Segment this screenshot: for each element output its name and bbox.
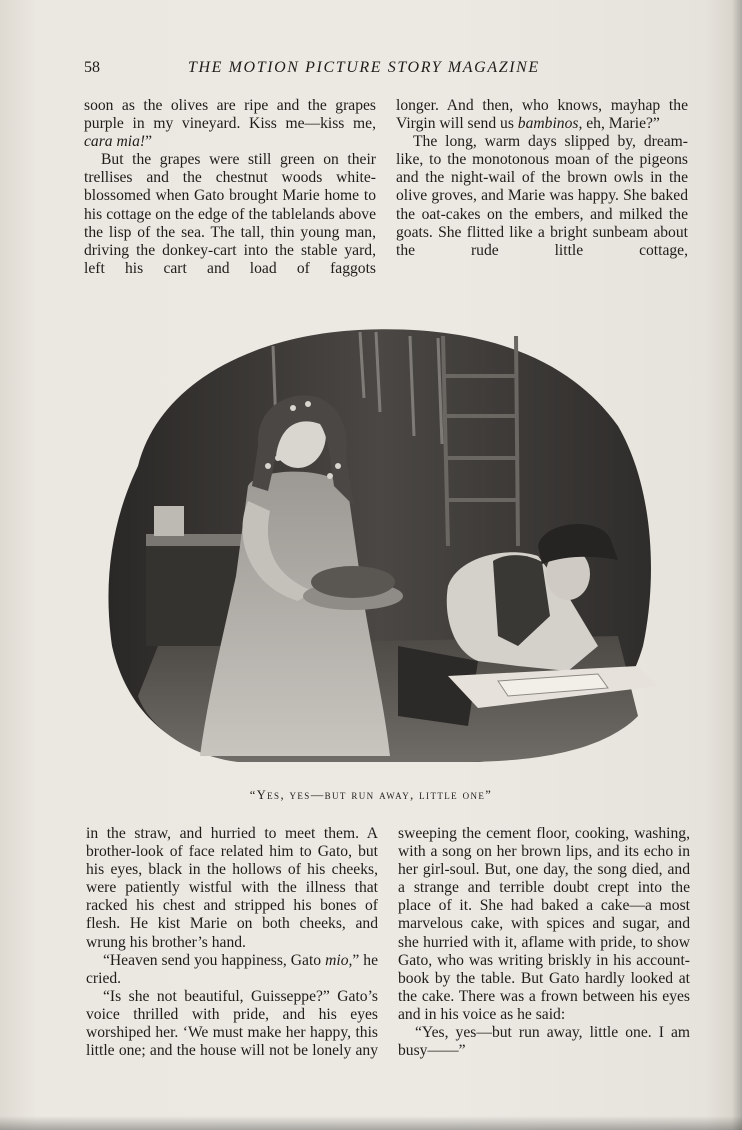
column-top-right bbox=[396, 97, 688, 260]
paragraph: sweeping the cement floor, cooking, washing, with a song on her brown lips, and its echo in her girl-soul. But, one day, the song died, and a strange and terrible doubt crept into the place of it. She had baked a cake—a most marvelous cake, with spices and sugar, and she hurried with it, aflame with pride, to show Gato, who was writing briskly in his account-book by the table. But Gato hardly looked at the cake. There was a frown between his eyes and in his voice as he said: bbox=[398, 825, 690, 1023]
jar bbox=[154, 506, 184, 536]
paragraph: longer. And then, who knows, mayhap the Virgin will send us bambinos, eh, Marie?” bbox=[396, 97, 688, 133]
cake bbox=[311, 566, 395, 598]
column-bottom-right bbox=[398, 825, 690, 1060]
paragraph: The long, warm days slipped by, dream-like, to the monotonous moan of the pigeons and the night-wail of the brown owls in the olive groves, and Marie was happy. She baked the oat-cakes on the embers, and milked the goats. She flitted like a bright sunbeam about the rude little cottage, bbox=[396, 133, 688, 259]
column-top-left bbox=[84, 97, 376, 278]
column-bottom-left bbox=[86, 825, 378, 1060]
page-number: 58 bbox=[84, 59, 100, 76]
paragraph: soon as the olives are ripe and the grapes purple in my vineyard. Kiss me—kiss me, cara mia!” bbox=[84, 97, 376, 151]
paragraph: “Is she not beautiful, Guisseppe?” Gato’s voice thrilled with pride, and his eyes worshiped her. ‘We must make her happy, this little one; and the house will not be lonely any bbox=[86, 987, 378, 1060]
story-illustration bbox=[98, 316, 662, 764]
page-bottom-edge bbox=[0, 1116, 742, 1130]
page-edge-shadow bbox=[732, 0, 742, 1130]
paragraph: “Heaven send you happiness, Gato mio,” he cried. bbox=[86, 951, 379, 987]
illustration-caption: “Yes, yes—but run away, little one” bbox=[249, 788, 493, 802]
running-header bbox=[84, 56, 690, 82]
paragraph: in the straw, and hurried to meet them. A brother-look of face related him to Gato, but his eyes, black in the hollows of his cheeks, were patiently wistful with the illness that racked his chest and stripped his bones of flesh. He kist Marie on both cheeks, and wrung his brother’s hand. bbox=[86, 825, 378, 951]
paragraph: “Yes, yes—but run away, little one. I am busy——” bbox=[398, 1024, 690, 1060]
magazine-title: THE MOTION PICTURE STORY MAGAZINE bbox=[188, 59, 540, 76]
paragraph: But the grapes were still green on their trellises and the chestnut woods white-blossomed when Gato brought Marie home to his cottage on the edge of the tablelands above the lisp of the sea. The tall, thin young man, driving the donkey-cart into the stable yard, left his cart and load of faggots bbox=[84, 151, 376, 277]
